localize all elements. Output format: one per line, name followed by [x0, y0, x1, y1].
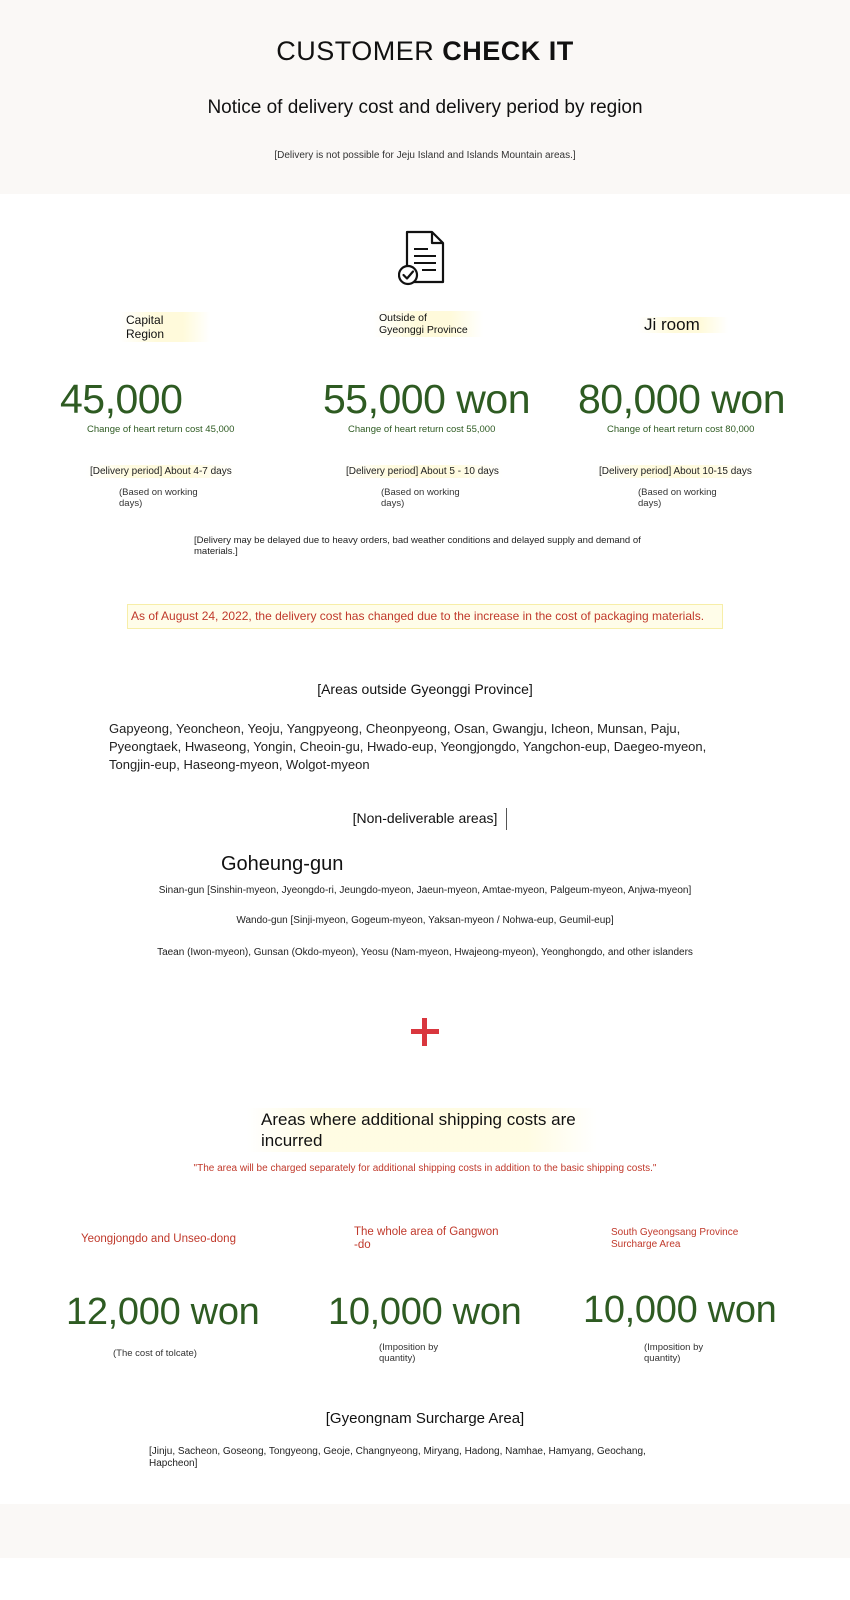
non-deliverable-wando: Wando-gun [Sinji-myeon, Gogeum-myeon, Yaksan-myeon / Nohwa-eup, Geumil-eup]: [236, 915, 614, 926]
region-label-capital: Capital Region: [120, 312, 210, 342]
title-light: CUSTOMER: [276, 36, 435, 66]
page-title: [0, 36, 850, 67]
working-outside-gyeonggi: (Based on working days): [381, 487, 460, 509]
price-ji-room: 80,000 won: [578, 376, 786, 422]
jeju-note: [Delivery is not possible for Jeju Island and Islands Mountain areas.]: [274, 150, 576, 161]
delay-note: [Delivery may be delayed due to heavy orders, bad weather conditions and delayed supply and demand of materials.]: [194, 535, 641, 557]
non-deliverable-taean: Taean (Iwon-myeon), Gunsan (Okdo-myeon), Yeosu (Nam-myeon, Hwajeong-myeon), Yeonghongdo, and other islanders: [157, 947, 693, 958]
surcharge-label-yeongjongdo: Yeongjongdo and Unseo-dong: [81, 1233, 236, 1245]
surcharge-price-gyeongnam: 10,000 won: [583, 1289, 777, 1331]
surcharge-note-yeongjongdo: (The cost of tolcate): [113, 1348, 197, 1359]
gyeonggi-heading: [Areas outside Gyeonggi Province]: [317, 681, 533, 697]
working-ji-room: (Based on working days): [638, 487, 717, 509]
text-cursor: [506, 808, 507, 830]
document-check-icon: [398, 230, 448, 286]
gyeongnam-heading: [Gyeongnam Surcharge Area]: [325, 1410, 525, 1427]
surcharge-label-gangwon: The whole area of Gangwon -do: [354, 1226, 499, 1251]
heart-return-ji-room: Change of heart return cost 80,000: [607, 424, 755, 435]
goheung-gun: Goheung-gun: [221, 853, 344, 875]
plus-icon: [408, 1015, 442, 1049]
heart-return-outside-gyeonggi: Change of heart return cost 55,000: [348, 424, 496, 435]
cost-change-notice: As of August 24, 2022, the delivery cost has changed due to the increase in the cost of packaging materials.: [127, 604, 723, 629]
non-deliverable-heading: [Non-deliverable areas]: [352, 810, 498, 826]
period-ji-room: [Delivery period] About 10-15 days: [595, 465, 756, 478]
heart-return-capital: Change of heart return cost 45,000: [87, 424, 235, 435]
period-capital: [Delivery period] About 4-7 days: [86, 465, 236, 478]
period-outside-gyeonggi: [Delivery period] About 5 - 10 days: [342, 465, 503, 478]
gyeongnam-area-list: [Jinju, Sacheon, Goseong, Tongyeong, Geoje, Changnyeong, Miryang, Hadong, Namhae, Hamyang, Geochang, Hapcheon]: [149, 1446, 646, 1469]
region-label-outside-gyeonggi: Outside of Gyeonggi Province: [373, 311, 483, 337]
surcharge-note-gyeongnam: (Imposition by quantity): [644, 1342, 704, 1364]
page-subtitle: Notice of delivery cost and delivery period by region: [207, 97, 643, 118]
surcharge-price-gangwon: 10,000 won: [328, 1291, 522, 1333]
extra-cost-heading: Areas where additional shipping costs are incurred: [247, 1108, 597, 1152]
surcharge-note-gangwon: (Imposition by quantity): [379, 1342, 439, 1364]
title-bold: CHECK IT: [442, 36, 574, 66]
price-outside-gyeonggi: 55,000 won: [323, 376, 531, 422]
non-deliverable-sinan: Sinan-gun [Sinshin-myeon, Jyeongdo-ri, Jeungdo-myeon, Jaeun-myeon, Amtae-myeon, Palgeum-myeon, Anjwa-myeon]: [158, 885, 692, 896]
surcharge-price-yeongjongdo: 12,000 won: [66, 1291, 260, 1333]
extra-cost-note: "The area will be charged separately for additional shipping costs in addition to the basic shipping costs.": [193, 1163, 657, 1174]
working-capital: (Based on working days): [119, 487, 198, 509]
surcharge-label-gyeongnam: South Gyeongsang Province Surcharge Area: [611, 1227, 739, 1250]
footer-band: [0, 1504, 850, 1558]
price-capital: 45,000: [60, 376, 183, 422]
gyeonggi-area-list: Gapyeong, Yeoncheon, Yeoju, Yangpyeong, Cheonpyeong, Osan, Gwangju, Icheon, Munsan, Paju, Pyeongtaek, Hwaseong, Yongin, Cheoin-gu, Hwado-eup, Yeongjongdo, Yangchon-eup, Daegeo-myeon, Tongjin-eup, Haseong-myeon, Wolgot-myeon: [109, 721, 707, 772]
region-label-ji-room: Ji room: [638, 317, 728, 333]
